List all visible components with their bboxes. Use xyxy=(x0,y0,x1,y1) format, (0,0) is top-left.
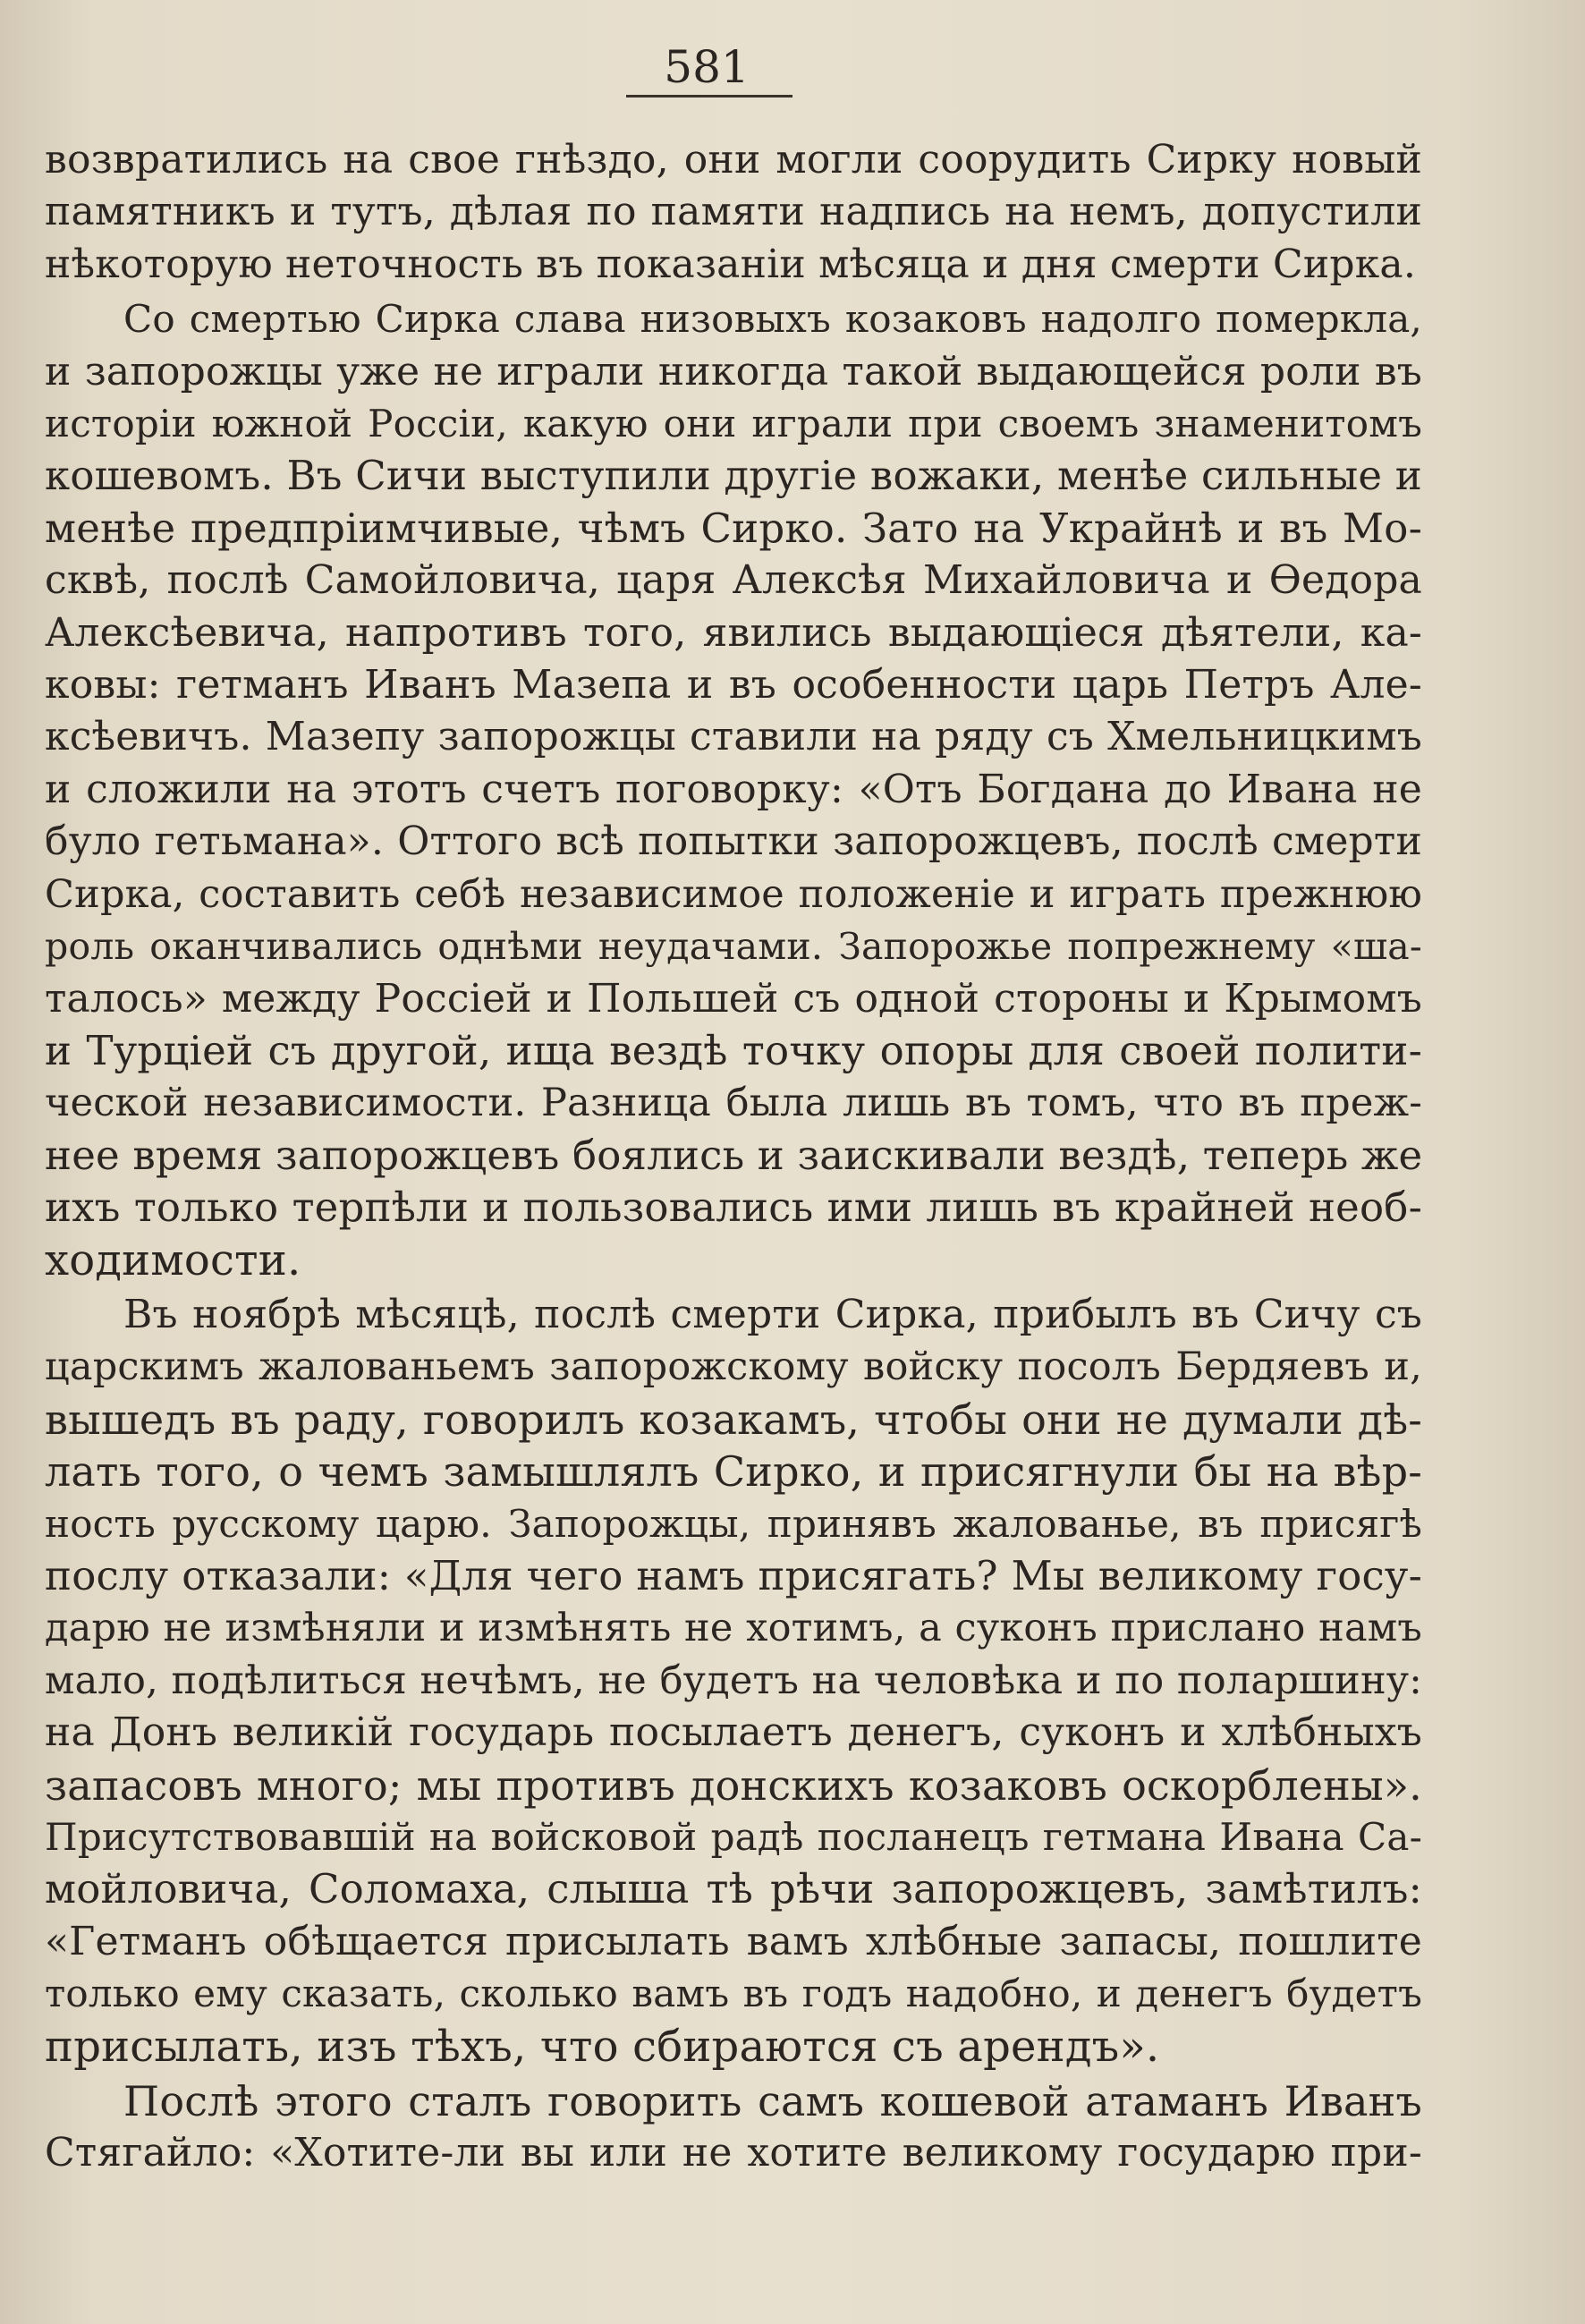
text-line: роль оканчивались однѣми неудачами. Запорожье попрежнему «ша- xyxy=(45,925,1422,969)
text-line: исторіи южной Россіи, какую они играли при своемъ знаменитомъ xyxy=(45,402,1422,446)
text-line: на Донъ великій государь посылаетъ денегъ, суконъ и хлѣбныхъ xyxy=(45,1709,1422,1756)
text-line: мало, подѣлиться нечѣмъ, не будетъ на человѣка и по поларшину: xyxy=(45,1658,1422,1703)
text-line: Послѣ этого сталъ говорить самъ кошевой атаманъ Иванъ xyxy=(123,2077,1422,2126)
text-line: лать того, о чемъ замышлялъ Сирко, и присягнули бы на вѣр- xyxy=(45,1447,1422,1497)
text-line: царскимъ жалованьемъ запорожскому войску посолъ Бердяевъ и, xyxy=(45,1344,1422,1390)
text-line: и Турціей съ другой, ища вездѣ точку опоры для своей полити- xyxy=(45,1026,1422,1074)
text-line: Сирка, составить себѣ независимое положеніе и играть прежнюю xyxy=(45,871,1422,917)
text-line: послу отказали: «Для чего намъ присягать? Мы великому госу- xyxy=(45,1551,1422,1599)
text-line: мойловича, Соломаха, слыша тѣ рѣчи запорожцевъ, замѣтилъ: xyxy=(45,1865,1422,1913)
text-line: Алексѣевича, напротивъ того, явились выдающіеся дѣятели, ка- xyxy=(45,609,1422,656)
text-line: Стягайло: «Хотите-ли вы или не хотите великому государю при- xyxy=(45,2130,1422,2176)
text-line: только ему сказать, сколько вамъ въ годъ надобно, и денегъ будетъ xyxy=(45,1972,1422,2016)
text-line: кошевомъ. Въ Сичи выступили другіе вожаки, менѣе сильные и xyxy=(45,452,1422,500)
text-line: «Гетманъ обѣщается присылать вамъ хлѣбные запасы, пошлите xyxy=(45,1918,1422,1964)
text-line: возвратились на свое гнѣздо, они могли соорудить Сирку новый xyxy=(45,137,1422,182)
text-line: нее время запорожцевъ боялись и заискивали вездѣ, теперь же xyxy=(45,1131,1423,1179)
text-line: ность русскому царю. Запорожцы, принявъ жалованье, въ присягѣ xyxy=(45,1501,1422,1546)
text-line: Въ ноябрѣ мѣсяцѣ, послѣ смерти Сирка, прибылъ въ Сичу съ xyxy=(123,1291,1422,1337)
text-line: ксѣевичъ. Мазепу запорожцы ставили на ряду съ Хмельницкимъ xyxy=(45,714,1422,760)
text-line: нѣкоторую неточность въ показаніи мѣсяца и дня смерти Сирка. xyxy=(45,241,1417,287)
text-line: дарю не измѣняли и измѣнять не хотимъ, а суконъ прислано намъ xyxy=(45,1606,1422,1651)
text-line: ходимости. xyxy=(45,1234,301,1285)
text-line: менѣе предпріимчивые, чѣмъ Сирко. Зато на Украйнѣ и въ Мо- xyxy=(45,504,1422,552)
text-line: Со смертью Сирка слава низовыхъ козаковъ надолго померкла, xyxy=(123,297,1422,342)
text-line: запасовъ много; мы противъ донскихъ козаковъ оскорблены». xyxy=(45,1760,1422,1810)
text-line: сквѣ, послѣ Самойловича, царя Алексѣя Михайловича и Ѳедора xyxy=(45,557,1422,604)
page-number: 581 xyxy=(664,41,750,93)
body-text xyxy=(45,134,1422,2180)
text-line: було гетьмана». Оттого всѣ попытки запорожцевъ, послѣ смерти xyxy=(45,818,1422,865)
text-line: и запорожцы уже не играли никогда такой выдающейся роли въ xyxy=(45,348,1422,394)
text-line: памятникъ и тутъ, дѣлая по памяти надпись на немъ, допустили xyxy=(45,189,1422,235)
text-line: ихъ только терпѣли и пользовались ими лишь въ крайней необ- xyxy=(45,1183,1422,1232)
text-line: Присутствовавшій на войсковой радѣ посланецъ гетмана Ивана Са- xyxy=(45,1815,1422,1859)
text-line: талось» между Россіей и Польшей съ одной стороны и Крымомъ xyxy=(45,975,1422,1022)
header-rule xyxy=(626,95,792,98)
text-line: присылать, изъ тѣхъ, что сбираются съ арендъ». xyxy=(45,2021,1160,2072)
text-line: ковы: гетманъ Иванъ Мазепа и въ особенности царь Петръ Але- xyxy=(45,662,1422,708)
text-line: ческой независимости. Разница была лишь въ томъ, что въ преж- xyxy=(45,1081,1422,1126)
text-line: вышедъ въ раду, говорилъ козакамъ, чтобы они не думали дѣ- xyxy=(45,1395,1422,1444)
text-line: и сложили на этотъ счетъ поговорку: «Отъ Богдана до Ивана не xyxy=(45,766,1422,812)
